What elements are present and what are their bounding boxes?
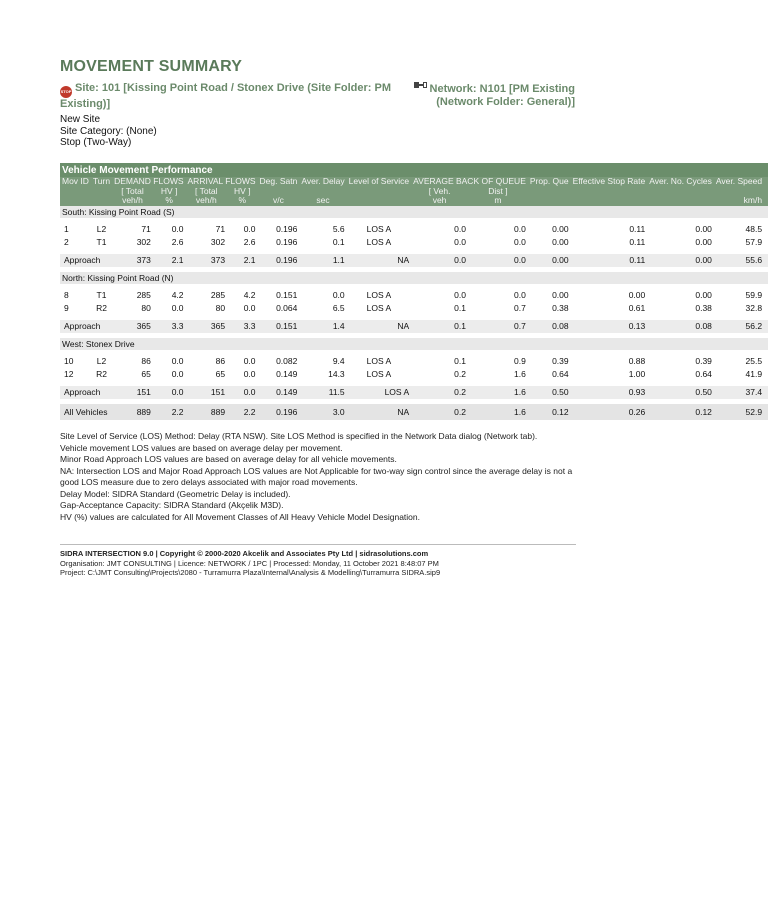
approach-group-label: West: Stonex Drive: [60, 338, 768, 350]
cell-speed: 32.8: [745, 303, 763, 313]
cell-prop: 0.00: [552, 224, 569, 234]
cell-arr-hv: 2.2: [227, 404, 257, 420]
cell-arr-total: 373: [186, 254, 228, 267]
col-turn: Turn: [92, 176, 111, 186]
cell-satn: 0.196: [258, 254, 300, 267]
cell-prop: 0.64: [552, 369, 569, 379]
cell-mov: 9: [64, 303, 69, 313]
cell-arr-hv: 0.0: [243, 369, 256, 379]
site-info: [60, 114, 157, 149]
cell-veh: 0.2: [454, 369, 466, 379]
unit-m: m: [468, 196, 528, 206]
cell-arr-hv: 2.1: [227, 254, 257, 267]
note-line: Delay Model: SIDRA Standard (Geometric Delay is included).: [60, 488, 291, 499]
note-line: HV (%) values are calculated for All Movement Classes of All Heavy Vehicle Model Designation.: [60, 511, 421, 522]
cell-delay: 5.6: [332, 224, 345, 234]
cell-cycles: 0.64: [695, 369, 712, 379]
cell-stop: 1.00: [628, 369, 646, 379]
cell-arr-total: 151: [186, 386, 228, 399]
cell-speed: 56.2: [714, 320, 764, 333]
cell-dem-total: 285: [136, 290, 151, 300]
col-back-of-queue: AVERAGE BACK OF QUEUE: [413, 176, 526, 186]
cell-turn: R2: [96, 303, 107, 313]
cell-speed: 48.5: [745, 224, 763, 234]
site-info-line: Site Category: (None): [60, 125, 157, 137]
cell-prop: 0.08: [528, 320, 571, 333]
note-line: Vehicle movement LOS values are based on average delay per movement.: [60, 442, 343, 453]
cell-satn: 0.064: [276, 303, 298, 313]
cell-arr-hv: 2.6: [243, 237, 256, 247]
footer-project: Project: C:\JMT Consulting\Projects\2080 - Turramurra Plaza\Internal\Analysis & Modelling\Turramurra SIDRA.sip9: [60, 568, 441, 577]
cell-los: LOS A: [366, 290, 392, 300]
col-deg-satn: Deg. Satn: [259, 176, 298, 186]
cell-dist: 0.0: [514, 224, 526, 234]
cell-dem-hv: 2.2: [153, 404, 186, 420]
note-line: Gap-Acceptance Capacity: SIDRA Standard (Akçelik M3D).: [60, 500, 284, 510]
cell-dem-hv: 2.6: [171, 237, 184, 247]
cell-prop: 0.12: [528, 404, 571, 420]
cell-satn: 0.149: [276, 369, 298, 379]
cell-prop: 0.38: [552, 303, 569, 313]
cell-veh: 0.2: [411, 404, 468, 420]
cell-speed: 57.9: [745, 237, 763, 247]
col-aver-speed: Aver. Speed: [715, 176, 763, 186]
notes: [60, 431, 580, 523]
sub-hv: HV ]: [153, 187, 186, 197]
cell-cycles: 0.38: [695, 303, 712, 313]
cell-dem-total: 302: [136, 237, 151, 247]
table-row: [60, 289, 768, 302]
cell-los: NA: [347, 320, 411, 333]
col-demand-flows: DEMAND FLOWS: [114, 176, 184, 186]
site-heading: [60, 82, 400, 111]
cell-turn: R2: [96, 369, 107, 379]
cell-arr-hv: 0.0: [243, 303, 256, 313]
network-icon: [413, 82, 427, 89]
col-aver-no-cycles: Aver. No. Cycles: [649, 176, 712, 186]
cell-delay: 0.1: [332, 237, 345, 247]
cell-dist: 0.0: [514, 237, 526, 247]
cell-dist: 0.7: [468, 320, 528, 333]
cell-cycles: 0.00: [695, 237, 712, 247]
cell-stop: 0.13: [571, 320, 648, 333]
cell-los: LOS A: [366, 369, 392, 379]
cell-cycles: 0.39: [695, 356, 712, 366]
cell-mov: 10: [64, 356, 74, 366]
cell-mov: 12: [64, 369, 74, 379]
cell-delay: 9.4: [332, 356, 345, 366]
sub-total: [ Total: [186, 187, 228, 197]
cell-approach-label: Approach: [60, 254, 112, 267]
cell-prop: 0.00: [552, 237, 569, 247]
approach-row: [60, 254, 768, 267]
page-title: MOVEMENT SUMMARY: [60, 58, 243, 75]
col-aver-delay: Aver. Delay: [301, 176, 345, 186]
cell-dem-hv: 0.0: [153, 386, 186, 399]
cell-speed: 41.9: [745, 369, 763, 379]
unit-veh: veh: [411, 196, 468, 206]
cell-cycles: 0.00: [647, 254, 714, 267]
cell-arr-total: 65: [215, 369, 226, 379]
cell-satn: 0.149: [258, 386, 300, 399]
cell-dist: 1.6: [514, 369, 526, 379]
cell-los: NA: [347, 254, 411, 267]
cell-cycles: 0.00: [695, 224, 712, 234]
cell-approach-label: Approach: [60, 320, 112, 333]
cell-stop: 0.26: [571, 404, 648, 420]
cell-satn: 0.082: [276, 356, 298, 366]
cell-veh: 0.2: [411, 386, 468, 399]
cell-dem-total: 86: [141, 356, 151, 366]
cell-cycles: 0.00: [695, 290, 712, 300]
cell-arr-hv: 3.3: [227, 320, 257, 333]
cell-all-vehicles-label: All Vehicles: [60, 404, 112, 420]
cell-veh: 0.1: [454, 303, 466, 313]
cell-veh: 0.0: [454, 237, 466, 247]
cell-prop: 0.00: [552, 290, 569, 300]
cell-prop: 0.50: [528, 386, 571, 399]
cell-stop: 0.88: [628, 356, 646, 366]
approach-row: [60, 386, 768, 399]
cell-satn: 0.196: [258, 404, 300, 420]
cell-speed: 52.9: [714, 404, 764, 420]
all-vehicles-row: [60, 404, 768, 420]
table-row: [60, 223, 768, 236]
cell-satn: 0.151: [276, 290, 298, 300]
cell-dem-hv: 2.1: [153, 254, 186, 267]
footer-divider: [60, 544, 576, 545]
cell-arr-total: 302: [210, 237, 226, 247]
table-title: Vehicle Movement Performance: [60, 163, 768, 177]
table-row: [60, 355, 768, 368]
col-mov-id: Mov ID: [62, 176, 89, 186]
unit-pct: %: [227, 196, 257, 206]
cell-dem-hv: 0.0: [171, 369, 184, 379]
cell-cycles: 0.50: [647, 386, 714, 399]
cell-veh: 0.0: [454, 290, 466, 300]
cell-delay: 1.4: [299, 320, 346, 333]
stop-sign-icon: STOP: [60, 86, 72, 98]
cell-stop: 0.11: [629, 237, 646, 247]
cell-veh: 0.1: [454, 356, 466, 366]
table-row: [60, 302, 768, 315]
cell-arr-total: 80: [215, 303, 226, 313]
cell-satn: 0.196: [276, 224, 298, 234]
cell-cycles: 0.08: [647, 320, 714, 333]
cell-arr-hv: 0.0: [243, 224, 256, 234]
cell-mov: 1: [64, 224, 69, 234]
cell-satn: 0.151: [258, 320, 300, 333]
cell-arr-total: 71: [215, 224, 226, 234]
col-arrival-flows: ARRIVAL FLOWS: [187, 176, 256, 186]
site-info-line: New Site: [60, 114, 101, 125]
unit-sec: sec: [299, 196, 346, 206]
sub-veh: [ Veh.: [411, 187, 468, 197]
cell-dist: 0.7: [514, 303, 526, 313]
cell-speed: 37.4: [714, 386, 764, 399]
cell-dem-total: 80: [141, 303, 151, 313]
cell-veh: 0.0: [411, 254, 468, 267]
cell-turn: L2: [96, 356, 107, 366]
cell-delay: 6.5: [332, 303, 345, 313]
cell-veh: 0.0: [454, 224, 466, 234]
unit-vehh: veh/h: [186, 196, 228, 206]
cell-dem-hv: 4.2: [171, 290, 184, 300]
cell-dem-total: 65: [141, 369, 151, 379]
cell-dist: 0.0: [468, 254, 528, 267]
cell-stop: 0.11: [629, 224, 646, 234]
cell-cycles: 0.12: [647, 404, 714, 420]
sub-hv: HV ]: [227, 187, 257, 197]
table-row: [60, 368, 768, 381]
footer: [60, 549, 580, 578]
cell-los: LOS A: [366, 303, 392, 313]
cell-stop: 0.11: [571, 254, 648, 267]
cell-delay: 14.3: [328, 369, 345, 379]
cell-arr-hv: 4.2: [243, 290, 256, 300]
col-level-of-service: Level of Service: [348, 176, 410, 186]
cell-dist: 0.9: [514, 356, 526, 366]
cell-satn: 0.196: [276, 237, 298, 247]
movement-performance-table: [60, 163, 768, 420]
cell-arr-total: 889: [186, 404, 228, 420]
cell-dist: 1.6: [468, 386, 528, 399]
network-label: Network: N101 [PM Existing (Network Folder: General)]: [429, 83, 575, 108]
site-info-line: Stop (Two-Way): [60, 137, 132, 148]
cell-los: LOS A: [366, 224, 392, 234]
cell-dem-hv: 0.0: [171, 356, 184, 366]
cell-prop: 0.39: [552, 356, 569, 366]
cell-mov: 8: [64, 290, 69, 300]
cell-arr-total: 285: [210, 290, 226, 300]
note-line: Site Level of Service (LOS) Method: Delay (RTA NSW). Site LOS Method is specified in the Network Data dialog (Network tab).: [60, 431, 538, 441]
cell-dem-total: 889: [112, 404, 153, 420]
table-row: [60, 236, 768, 249]
cell-arr-hv: 0.0: [243, 356, 256, 366]
approach-row: [60, 320, 768, 333]
unit-vehh: veh/h: [112, 196, 153, 206]
cell-los: LOS A: [347, 386, 411, 399]
cell-turn: T1: [96, 290, 107, 300]
cell-mov: 2: [64, 237, 69, 247]
cell-dem-hv: 0.0: [171, 224, 184, 234]
cell-approach-label: Approach: [60, 386, 112, 399]
sub-dist: Dist ]: [468, 187, 528, 197]
footer-organisation: Organisation: JMT CONSULTING | Licence: NETWORK / 1PC | Processed: Monday, 11 October 2021 8:48:07 PM: [60, 558, 439, 568]
cell-speed: 55.6: [714, 254, 764, 267]
cell-delay: 1.1: [299, 254, 346, 267]
cell-dist: 1.6: [468, 404, 528, 420]
cell-stop: 0.00: [628, 290, 646, 300]
footer-copyright: SIDRA INTERSECTION 9.0 | Copyright © 2000-2020 Akcelik and Associates Pty Ltd | sidrasolutions.com: [60, 549, 429, 558]
sub-total: [ Total: [112, 187, 153, 197]
cell-speed: 59.9: [745, 290, 763, 300]
cell-turn: T1: [96, 237, 107, 247]
cell-dist: 0.0: [514, 290, 526, 300]
cell-dem-total: 71: [141, 224, 151, 234]
network-heading: [375, 82, 575, 109]
cell-dem-total: 365: [112, 320, 153, 333]
col-effective-stop-rate: Effective Stop Rate: [572, 176, 646, 186]
cell-veh: 0.1: [411, 320, 468, 333]
cell-los: NA: [347, 404, 411, 420]
cell-delay: 0.0: [332, 290, 345, 300]
unit-vc: v/c: [258, 196, 300, 206]
cell-delay: 11.5: [299, 386, 346, 399]
unit-kmh: km/h: [714, 196, 764, 206]
cell-stop: 0.93: [571, 386, 648, 399]
cell-arr-total: 86: [215, 356, 226, 366]
cell-arr-hv: 0.0: [227, 386, 257, 399]
cell-stop: 0.61: [628, 303, 646, 313]
note-line: NA: Intersection LOS and Major Road Approach LOS values are Not Applicable for two-way sign control since the average delay is not a good LOS measure due to zero delays associated with major road movements.: [60, 465, 573, 487]
cell-speed: 25.5: [745, 356, 763, 366]
cell-dem-hv: 0.0: [171, 303, 184, 313]
note-line: Minor Road Approach LOS values are based on average delay for all vehicle movements.: [60, 454, 397, 464]
cell-dem-hv: 3.3: [153, 320, 186, 333]
unit-pct: %: [153, 196, 186, 206]
cell-los: LOS A: [366, 356, 392, 366]
cell-prop: 0.00: [528, 254, 571, 267]
cell-turn: L2: [96, 224, 107, 234]
cell-dem-total: 151: [112, 386, 153, 399]
col-prop-que: Prop. Que: [529, 176, 569, 186]
cell-arr-total: 365: [186, 320, 228, 333]
approach-group-label: South: Kissing Point Road (S): [60, 206, 768, 218]
site-label: Site: 101 [Kissing Point Road / Stonex Drive (Site Folder: PM Existing)]: [60, 82, 391, 110]
cell-los: LOS A: [366, 237, 392, 247]
cell-dem-total: 373: [112, 254, 153, 267]
approach-group-label: North: Kissing Point Road (N): [60, 272, 768, 284]
cell-delay: 3.0: [299, 404, 346, 420]
